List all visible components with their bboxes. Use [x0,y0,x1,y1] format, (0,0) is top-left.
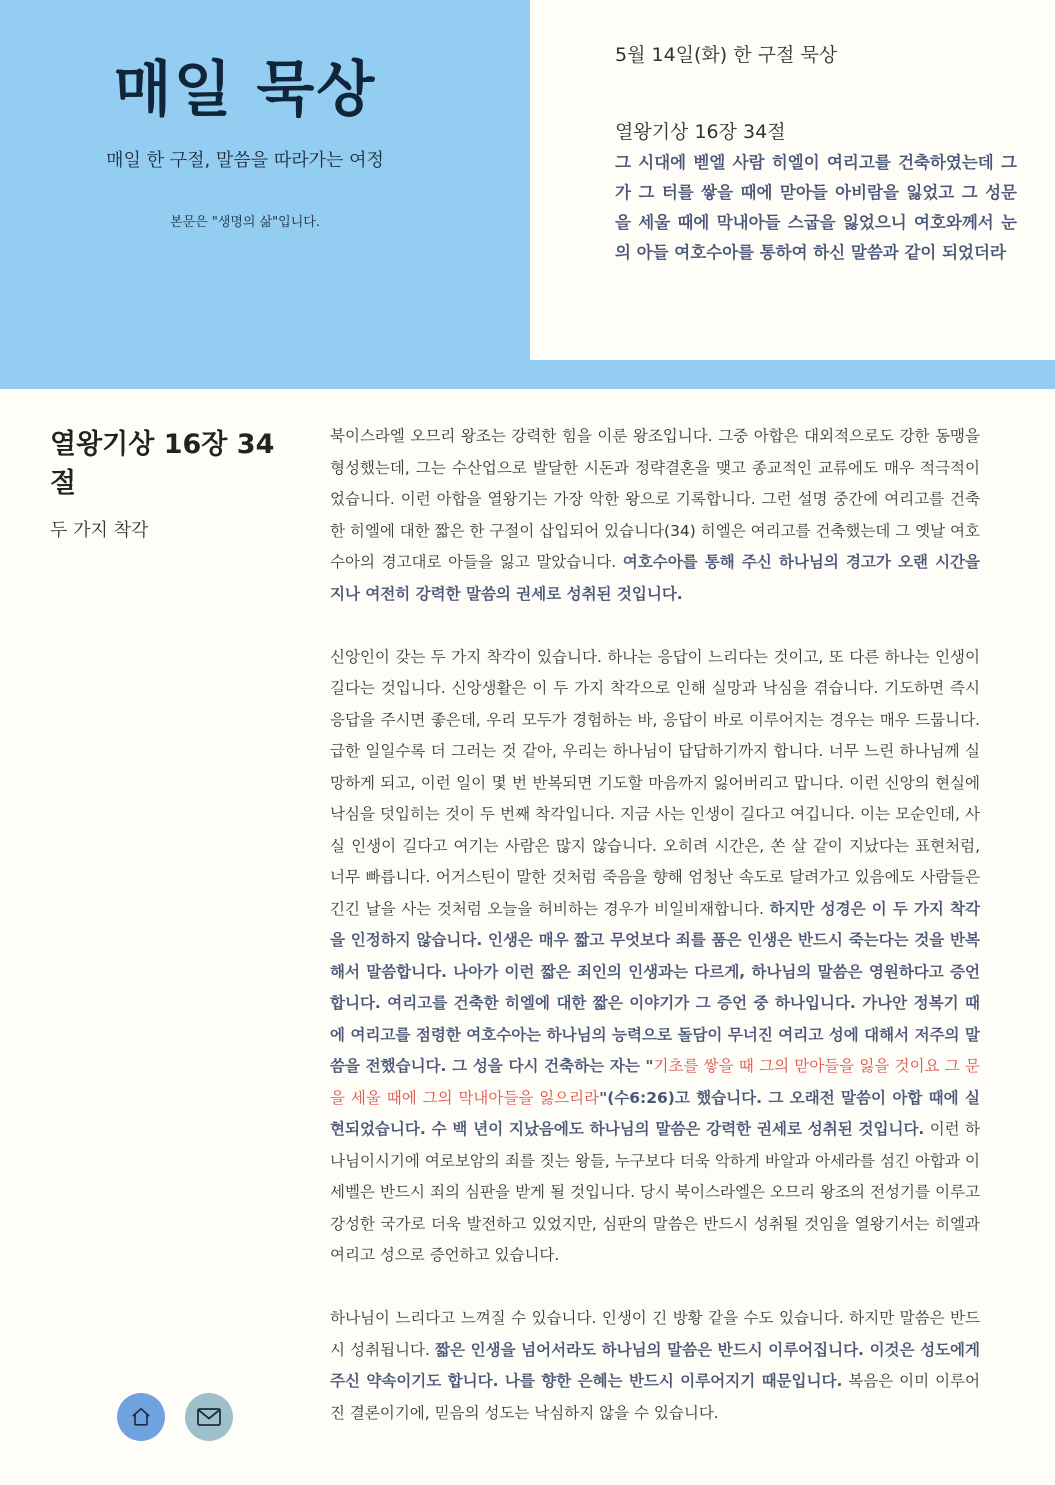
verse-reference: 열왕기상 16장 34절 [615,121,786,143]
sidebar-reference: 열왕기상 16장 34절 [50,429,275,499]
emphasis-text: 하지만 성경은 이 두 가지 착각을 인정하지 않습니다. 인생은 매우 짧고 무엇보다 죄를 품은 인생은 반드시 죽는다는 것을 반복해서 말씀합니다. 나아가 이런 짧은 죄인의 인생과는 다르게, 하나님의 말씀은 영원하다고 증언합니다. 여리고를 건축한 히엘에 대한 짧은 이야기가 그 증언 중 하나입니다. 가나안 정복기 때에 여리고를 점령한 여호수아는 하나님의 능력으로 돌담이 무너진 여리고 성에 대해서 저주의 말씀을 전했습니다. 그 성을 다시 건축하는 자는 " [330,899,980,1075]
sidebar [50,422,300,542]
scripture-quote: 기초를 쌓을 때 그의 맏아들을 잃을 것이요 그 문을 세울 때에 그의 막내아들을 잃으리라 [330,1057,980,1107]
paragraph-text: 이런 하나님이시기에 여로보암의 죄를 짓는 왕들, 누구보다 더욱 악하게 바알과 아세라를 섬긴 아합과 이세벨은 반드시 죄의 심판을 받게 될 것입니다. 당시 북이스라엘은 오므리 왕조의 전성기를 이루고 강성한 국가로 더욱 발전하고 있었지만, 심판의 말씀은 반드시 성취될 것임을 열왕기서는 히엘과 여리고 성으로 증언하고 있습니다. [330,1120,981,1264]
site-header [0,0,530,389]
paragraph-text: 신앙인이 갖는 두 가지 착각이 있습니다. 하나는 응답이 느리다는 것이고, 또 다른 하나는 인생이 길다는 것입니다. 신앙생활은 이 두 가지 착각으로 인해 실망과 낙심을 겪습니다. 기도하면 즉시 응답을 주시면 좋은데, 우리 모두가 경험하는 바, 응답이 바로 이루어지는 경우는 매우 드뭅니다. 급한 일일수록 더 그러는 것 같아, 우리는 하나님이 답답하기까지 합니다. 너무 느린 하나님께 실망하게 되고, 이런 일이 몇 번 반복되면 기도할 마음까지 잃어버리고 맙니다. 이런 신앙의 현실에 낙심을 덧입히는 것이 두 번째 착각입니다. 지금 사는 인생이 길다고 여깁니다. 이는 모순인데, 사실 인생이 길다고 여기는 사람은 많지 않습니다. 오히려 시간은, 쏜 살 같이 지났다는 표현처럼, 너무 빠릅니다. 어거스틴이 말한 것처럼 죽음을 향해 엄청난 속도로 달려가고 있음에도 사람들은 긴긴 날을 사는 것처럼 오늘을 허비하는 경우가 비일비재합니다. [330,647,980,918]
paragraph-text: 북이스라엘 오므리 왕조는 강력한 힘을 이룬 왕조입니다. 그중 아합은 대외적으로도 강한 동맹을 형성했는데, 그는 수산업으로 발달한 시돈과 정략결혼을 맺고 종교적인 교류에도 매우 적극적이었습니다. 이런 아합을 열왕기는 가장 악한 왕으로 기록합니다. 그런 설명 중간에 여리고를 건축한 히엘에 대한 짧은 한 구절이 삽입되어 있습니다(34) 히엘은 여리고를 건축했는데 그 옛날 여호수아의 경고대로 아들을 잃고 말았습니다. [330,427,980,571]
paragraph-text: 복음은 이미 이루어진 결론이기에, 믿음의 성도는 낙심하지 않을 수 있습니다. [330,1372,980,1422]
verse-card [530,0,1055,360]
mail-icon [196,1406,222,1428]
verse-date: 5월 14일(화) 한 구절 묵상 [615,44,838,66]
sidebar-subtitle: 두 가지 착각 [50,520,149,541]
mail-button[interactable] [185,1393,233,1441]
verse-text: 그 시대에 벧엘 사람 히엘이 여리고를 건축하였는데 그가 그 터를 쌓을 때에 맏아들 아비람을 잃었고 그 성문을 세울 때에 막내아들 스굽을 잃었으니 여호와께서 눈의 아들 여호수아를 통하여 하신 말씀과 같이 되었더라 [615,153,1017,262]
emphasis-text: 여호수아를 통해 주신 하나님의 경고가 오랜 시간을 지나 여전히 강력한 말씀의 권세로 성취된 것입니다. [330,553,980,603]
paragraph-2 [330,642,980,1272]
paragraph-text: 하나님이 느리다고 느껴질 수 있습니다. 인생이 긴 방황 같을 수도 있습니다. 하지만 말씀은 반드시 성취됩니다. [330,1309,980,1359]
emphasis-text: 짧은 인생을 넘어서라도 하나님의 말씀은 반드시 이루어집니다. 이것은 성도에게 주신 약속이기도 합니다. 나를 향한 은혜는 반드시 이루어지기 때문입니다. [330,1340,980,1390]
home-icon [130,1406,152,1428]
home-button[interactable] [117,1393,165,1441]
paragraph-1 [330,421,980,610]
paragraph-3 [330,1303,980,1429]
site-title: 매일 묵상 [113,55,377,125]
article-body [330,421,980,1461]
hero-banner [0,0,1055,389]
source-note: 본문은 "생명의 삶"입니다. [170,215,320,230]
emphasis-text: "(수6:26)고 했습니다. 그 오래전 말씀이 아합 때에 실현되었습니다. 수 백 년이 지났음에도 하나님의 말씀은 강력한 권세로 성취된 것입니다. [330,1088,980,1138]
site-tagline: 매일 한 구절, 말씀을 따라가는 여정 [106,150,384,171]
